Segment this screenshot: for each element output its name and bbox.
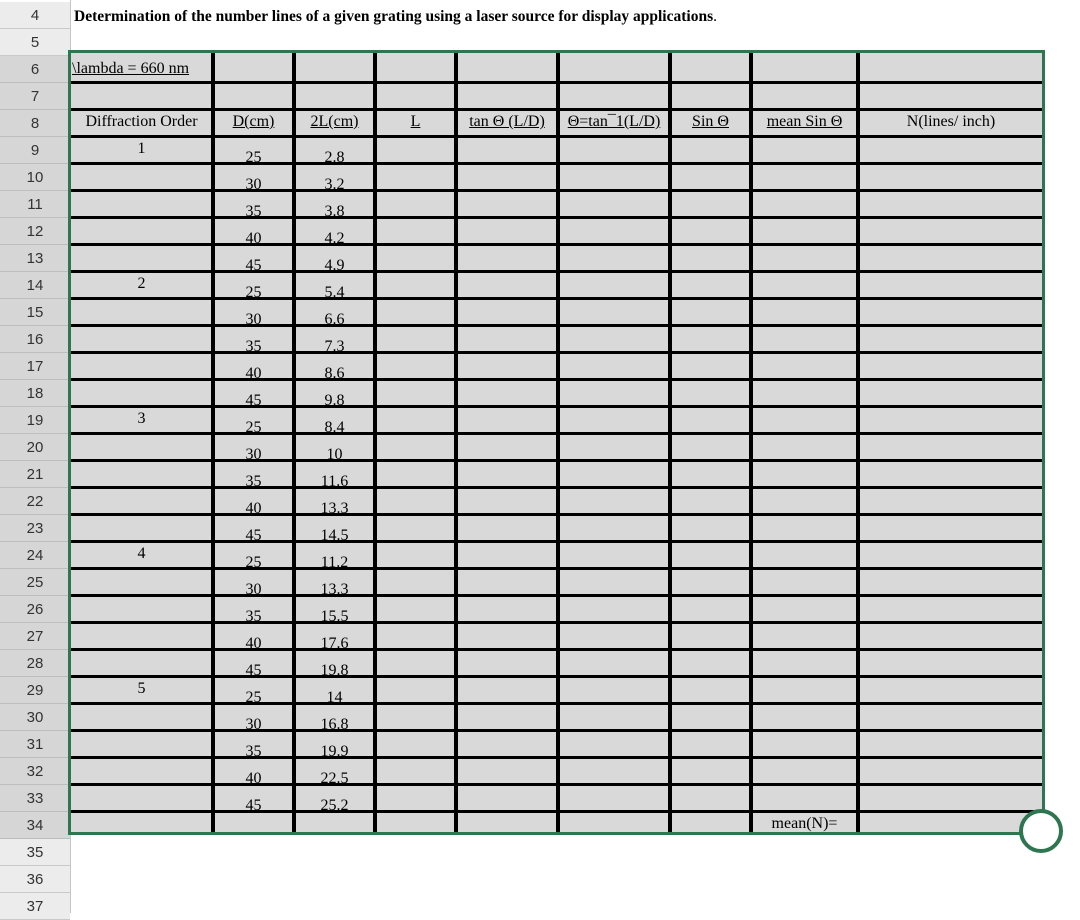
two-l-cm-cell[interactable]: 8.4 (324, 419, 345, 436)
row-number[interactable]: 32 (0, 758, 70, 785)
d-cm-cell[interactable]: 45 (245, 662, 262, 679)
two-l-cm-cell[interactable]: 19.9 (320, 743, 349, 760)
lambda-cell[interactable]: \lambda = 660 nm (72, 60, 190, 77)
row-number[interactable]: 15 (0, 299, 70, 326)
title-suffix: . (713, 8, 717, 25)
row-number[interactable]: 31 (0, 731, 70, 758)
two-l-cm-cell[interactable]: 13.3 (320, 581, 349, 598)
d-cm-cell[interactable]: 40 (245, 770, 262, 787)
two-l-cm-cell[interactable]: 16.8 (320, 716, 349, 733)
two-l-cm-cell[interactable]: 13.3 (320, 500, 349, 517)
two-l-cm-cell[interactable]: 3.8 (324, 203, 345, 220)
two-l-cm-cell[interactable]: 5.4 (324, 284, 345, 301)
sheet-title[interactable] (74, 8, 717, 26)
row-gridline (71, 108, 1042, 111)
d-cm-cell[interactable]: 45 (245, 527, 262, 544)
row-number[interactable]: 17 (0, 353, 70, 380)
row-number[interactable]: 4 (0, 2, 70, 29)
d-cm-cell[interactable]: 35 (245, 608, 262, 625)
row-number[interactable]: 23 (0, 515, 70, 542)
two-l-cm-cell[interactable]: 3.2 (324, 176, 345, 193)
row-gridline (71, 135, 1042, 138)
two-l-cm-cell[interactable]: 15.5 (320, 608, 349, 625)
row-number[interactable]: 28 (0, 650, 70, 677)
two-l-cm-cell[interactable]: 25.2 (320, 797, 349, 814)
two-l-cm-cell[interactable]: 22.5 (320, 770, 349, 787)
column-gridline (749, 53, 753, 832)
diffraction-order-cell[interactable]: 3 (137, 410, 146, 427)
row-number[interactable]: 26 (0, 596, 70, 623)
column-gridline (373, 53, 377, 832)
row-number[interactable]: 22 (0, 488, 70, 515)
d-cm-cell[interactable]: 30 (245, 446, 262, 463)
diffraction-order-cell[interactable]: 2 (137, 275, 146, 292)
header-theta[interactable]: Θ=tan¯1(L/D) (567, 113, 661, 130)
two-l-cm-cell[interactable]: 7.3 (324, 338, 345, 355)
d-cm-cell[interactable]: 45 (245, 257, 262, 274)
d-cm-cell[interactable]: 25 (245, 149, 262, 166)
d-cm-cell[interactable]: 30 (245, 176, 262, 193)
selection-fill-handle[interactable] (1019, 809, 1063, 853)
two-l-cm-cell[interactable]: 19.8 (320, 662, 349, 679)
two-l-cm-cell[interactable]: 6.6 (324, 311, 345, 328)
row-number[interactable]: 36 (0, 866, 70, 893)
title-text: Determination of the number lines of a given grating using a laser source for display applications (74, 8, 714, 25)
row-number[interactable]: 18 (0, 380, 70, 407)
header-l[interactable]: L (410, 113, 421, 130)
two-l-cm-cell[interactable]: 17.6 (320, 635, 349, 652)
diffraction-order-cell[interactable]: 1 (137, 140, 146, 157)
row-number[interactable]: 10 (0, 164, 70, 191)
d-cm-cell[interactable]: 25 (245, 554, 262, 571)
two-l-cm-cell[interactable]: 4.9 (324, 257, 345, 274)
column-gridline (668, 53, 672, 832)
row-number[interactable]: 11 (0, 191, 70, 218)
d-cm-cell[interactable]: 25 (245, 284, 262, 301)
mean-n-label[interactable]: mean(N)= (771, 815, 838, 832)
row-number[interactable]: 13 (0, 245, 70, 272)
row-gridline (71, 81, 1042, 84)
header-diffraction-order[interactable]: Diffraction Order (85, 113, 198, 130)
column-gridline (556, 53, 560, 832)
d-cm-cell[interactable]: 40 (245, 635, 262, 652)
row-header-column (0, 0, 70, 913)
header-n-lines-per-inch[interactable]: N(lines/ inch) (906, 113, 996, 130)
row-number[interactable]: 27 (0, 623, 70, 650)
row-number[interactable]: 8 (0, 110, 70, 137)
d-cm-cell[interactable]: 25 (245, 689, 262, 706)
d-cm-cell[interactable]: 45 (245, 797, 262, 814)
row-number[interactable]: 14 (0, 272, 70, 299)
d-cm-cell[interactable]: 30 (245, 311, 262, 328)
column-gridline (454, 53, 458, 832)
row-number[interactable]: 24 (0, 542, 70, 569)
column-gridline (856, 53, 860, 832)
two-l-cm-cell[interactable]: 9.8 (324, 392, 345, 409)
d-cm-cell[interactable]: 30 (245, 581, 262, 598)
two-l-cm-cell[interactable]: 11.6 (320, 473, 349, 490)
row-number[interactable]: 34 (0, 812, 70, 839)
row-number[interactable]: 35 (0, 839, 70, 866)
row-number[interactable]: 21 (0, 461, 70, 488)
d-cm-cell[interactable]: 35 (245, 203, 262, 220)
header-d-cm[interactable]: D(cm) (232, 113, 275, 130)
d-cm-cell[interactable]: 35 (245, 473, 262, 490)
d-cm-cell[interactable]: 35 (245, 743, 262, 760)
d-cm-cell[interactable]: 40 (245, 230, 262, 247)
two-l-cm-cell[interactable]: 10 (326, 446, 343, 463)
header-mean-sin-theta[interactable]: mean Sin Θ (766, 113, 843, 130)
row-number[interactable]: 5 (0, 29, 70, 56)
two-l-cm-cell[interactable]: 4.2 (324, 230, 345, 247)
row-number[interactable]: 6 (0, 56, 70, 83)
diffraction-order-cell[interactable]: 4 (137, 545, 146, 562)
two-l-cm-cell[interactable]: 8.6 (324, 365, 345, 382)
d-cm-cell[interactable]: 30 (245, 716, 262, 733)
d-cm-cell[interactable]: 45 (245, 392, 262, 409)
row-number[interactable]: 25 (0, 569, 70, 596)
row-number[interactable]: 33 (0, 785, 70, 812)
two-l-cm-cell[interactable]: 2.8 (324, 149, 345, 166)
two-l-cm-cell[interactable]: 14 (326, 689, 343, 706)
row-number[interactable]: 7 (0, 83, 70, 110)
d-cm-cell[interactable]: 40 (245, 500, 262, 517)
row-number[interactable]: 19 (0, 407, 70, 434)
row-number[interactable]: 37 (0, 893, 70, 920)
d-cm-cell[interactable]: 35 (245, 338, 262, 355)
header-tan-theta[interactable]: tan Θ (L/D) (469, 113, 545, 130)
d-cm-cell[interactable]: 40 (245, 365, 262, 382)
selected-range[interactable] (68, 50, 1045, 835)
diffraction-order-cell[interactable]: 5 (137, 680, 146, 697)
header-sin-theta[interactable]: Sin Θ (692, 113, 729, 130)
row-number[interactable]: 29 (0, 677, 70, 704)
d-cm-cell[interactable]: 25 (245, 419, 262, 436)
row-number[interactable]: 16 (0, 326, 70, 353)
two-l-cm-cell[interactable]: 14.5 (320, 527, 349, 544)
two-l-cm-cell[interactable]: 11.2 (320, 554, 349, 571)
row-number[interactable]: 20 (0, 434, 70, 461)
row-number[interactable]: 12 (0, 218, 70, 245)
header-2l-cm[interactable]: 2L(cm) (310, 113, 359, 130)
row-number[interactable]: 9 (0, 137, 70, 164)
row-number[interactable]: 30 (0, 704, 70, 731)
